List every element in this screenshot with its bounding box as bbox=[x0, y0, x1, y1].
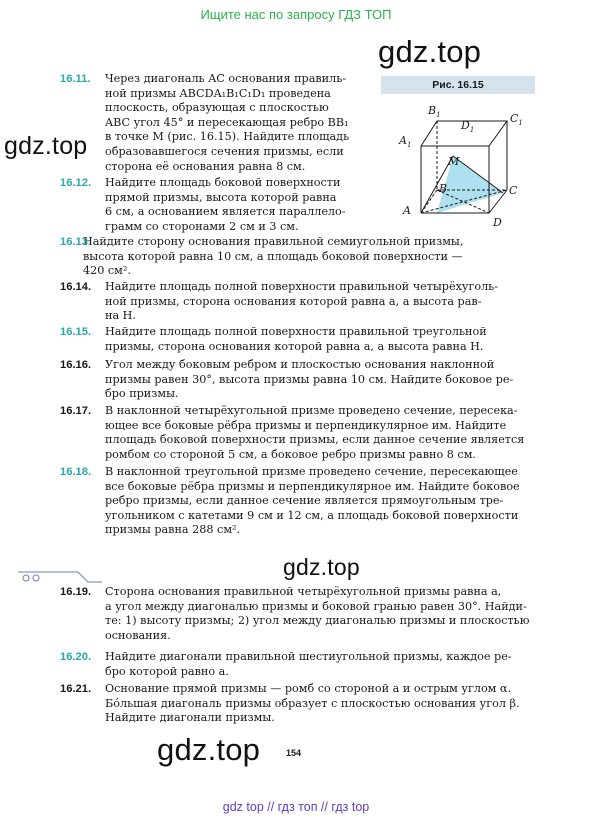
problem-line: те: 1) высоту призмы; 2) угол между диагональю призмы и плоскостью bbox=[105, 614, 530, 628]
problem-number: 16.17. bbox=[60, 405, 92, 417]
problem-line: В наклонной треугольной призме проведено сечение, пересекающее bbox=[105, 465, 518, 478]
watermark: gdz.top bbox=[157, 732, 261, 767]
problem-number: 16.21. bbox=[60, 683, 92, 695]
problem-line: бро призмы. bbox=[105, 387, 179, 401]
problem-line: угольником с катетами 9 см и 12 см, а площадь боковой поверхности bbox=[105, 508, 519, 522]
problem-line: ной призмы, сторона основания которой равна a, а высота рав- bbox=[105, 294, 482, 308]
problem-line: ющее все боковые рёбра призмы и перпендикулярное им. Найдите bbox=[105, 418, 507, 432]
label-m: M bbox=[448, 155, 460, 168]
problem-number: 16.20. bbox=[60, 651, 92, 663]
problem-line: Бóльшая диагональ призмы образует с плоскостью основания угол β. bbox=[105, 696, 520, 710]
problem-line: сторона её основания равна 8 см. bbox=[105, 159, 306, 173]
label-a: A bbox=[403, 204, 411, 217]
problem-line: Найдите площадь полной поверхности правильной треугольной bbox=[105, 325, 487, 338]
problem-line: Через диагональ AC основания правиль- bbox=[105, 72, 347, 85]
problem-line: Найдите площадь боковой поверхности bbox=[105, 176, 341, 189]
problem-line: Найдите диагонали призмы. bbox=[105, 711, 275, 725]
problem-16-16 bbox=[60, 358, 513, 402]
problem-line: 6 см, а основанием является параллело- bbox=[105, 205, 346, 219]
problem-line: призмы равен 30°, высота призмы равна 10 см. Найдите боковое ре- bbox=[105, 372, 514, 386]
problem-line: на H. bbox=[105, 309, 136, 323]
problem-line: прямой призмы, высота которой равна bbox=[105, 190, 337, 204]
problem-line: Сторона основания правильной четырёхугольной призмы равна a, bbox=[105, 585, 502, 598]
page-number: 154 bbox=[286, 748, 302, 758]
problem-number: 16.11. bbox=[60, 73, 91, 85]
problem-16-19 bbox=[60, 585, 530, 643]
problem-line: 420 см². bbox=[83, 264, 131, 278]
label-b1: $B_1$ bbox=[428, 104, 441, 119]
problem-16-13 bbox=[60, 235, 463, 279]
problem-number: 16.16. bbox=[60, 359, 92, 371]
problem-number: 16.12. bbox=[60, 177, 92, 189]
problem-16-14 bbox=[60, 280, 498, 324]
problem-number: 16.18. bbox=[60, 466, 92, 478]
problem-line: а угол между диагональю призмы и боковой гранью равен 30°. Найди- bbox=[105, 599, 527, 613]
problem-16-12 bbox=[60, 176, 376, 234]
problem-line: Найдите площадь полной поверхности правильной четырёхуголь- bbox=[105, 280, 499, 293]
problem-16-20 bbox=[60, 650, 512, 679]
label-b: B bbox=[439, 182, 448, 195]
prism-diagram bbox=[381, 94, 535, 228]
problem-line: в точке M (рис. 16.15). Найдите площадь bbox=[105, 130, 350, 144]
problem-line: Основание прямой призмы — ромб со стороной a и острым углом α. bbox=[105, 682, 512, 695]
watermark: gdz.top bbox=[283, 554, 360, 580]
label-c: C bbox=[509, 184, 518, 197]
problem-line: плоскость, образующая с плоскостью bbox=[105, 101, 329, 115]
label-d1: $D_1$ bbox=[461, 119, 475, 134]
problem-line: Угол между боковым ребром и плоскостью основания наклонной bbox=[105, 358, 495, 371]
watermark: gdz.top bbox=[378, 34, 482, 69]
problem-line: грамм со сторонами 2 см и 3 см. bbox=[105, 219, 299, 233]
problem-line: ромбом со стороной 5 см, а боковое ребро призмы равно 8 см. bbox=[105, 447, 476, 461]
problem-number: 16.15. bbox=[60, 326, 92, 338]
problem-16-15 bbox=[60, 325, 487, 354]
label-a1: $A_1$ bbox=[399, 134, 412, 149]
watermark: gdz.top bbox=[4, 132, 88, 160]
problem-number: 16.14. bbox=[60, 281, 92, 293]
bottom-banner: gdz top // гдз топ // гдз top bbox=[222, 800, 370, 814]
top-banner: Ищите нас по запросу ГДЗ ТОП bbox=[200, 7, 392, 22]
problem-line: ABC угол 45° и пересекающая ребро BB₁ bbox=[105, 115, 349, 129]
problem-line: призмы равна 288 см². bbox=[105, 523, 241, 537]
problem-16-21 bbox=[60, 682, 520, 726]
problem-line: Найдите диагонали правильной шестиугольной призмы, каждое ре- bbox=[105, 650, 512, 663]
label-d: D bbox=[493, 216, 502, 228]
label-c1: $C_1$ bbox=[510, 112, 523, 127]
problem-line: площадь боковой поверхности призмы, если данное сечение является bbox=[105, 433, 525, 447]
problem-line: призмы, сторона основания которой равна a, а высота равна H. bbox=[105, 339, 484, 353]
problem-line: В наклонной четырёхугольной призме проведено сечение, пересека- bbox=[105, 404, 518, 417]
problem-line: ребро призмы, если данное сечение является прямоугольным тре- bbox=[105, 494, 504, 508]
problem-16-17 bbox=[60, 404, 524, 462]
problem-16-18 bbox=[60, 465, 520, 538]
problem-line: основания. bbox=[105, 628, 171, 642]
figure-caption: Рис. 16.15 bbox=[381, 76, 535, 94]
problem-16-11 bbox=[60, 72, 376, 174]
problem-line: бро которой равно a. bbox=[105, 664, 229, 678]
problem-number: 16.13. bbox=[60, 236, 92, 248]
problem-line: ной призмы ABCDA₁B₁C₁D₁ проведена bbox=[105, 86, 331, 100]
problem-line: высота которой равна 10 см, а площадь боковой поверхности — bbox=[83, 249, 463, 263]
problem-line: образовавшегося сечения призмы, если bbox=[105, 144, 344, 158]
margin-decoration-icon bbox=[18, 570, 102, 584]
problem-number: 16.19. bbox=[60, 586, 92, 598]
problem-line: все боковые рёбра призмы и перпендикулярное им. Найдите боковое bbox=[105, 479, 520, 493]
figure-16-15 bbox=[381, 76, 535, 228]
problem-line: Найдите сторону основания правильной семиугольной призмы, bbox=[83, 235, 464, 248]
